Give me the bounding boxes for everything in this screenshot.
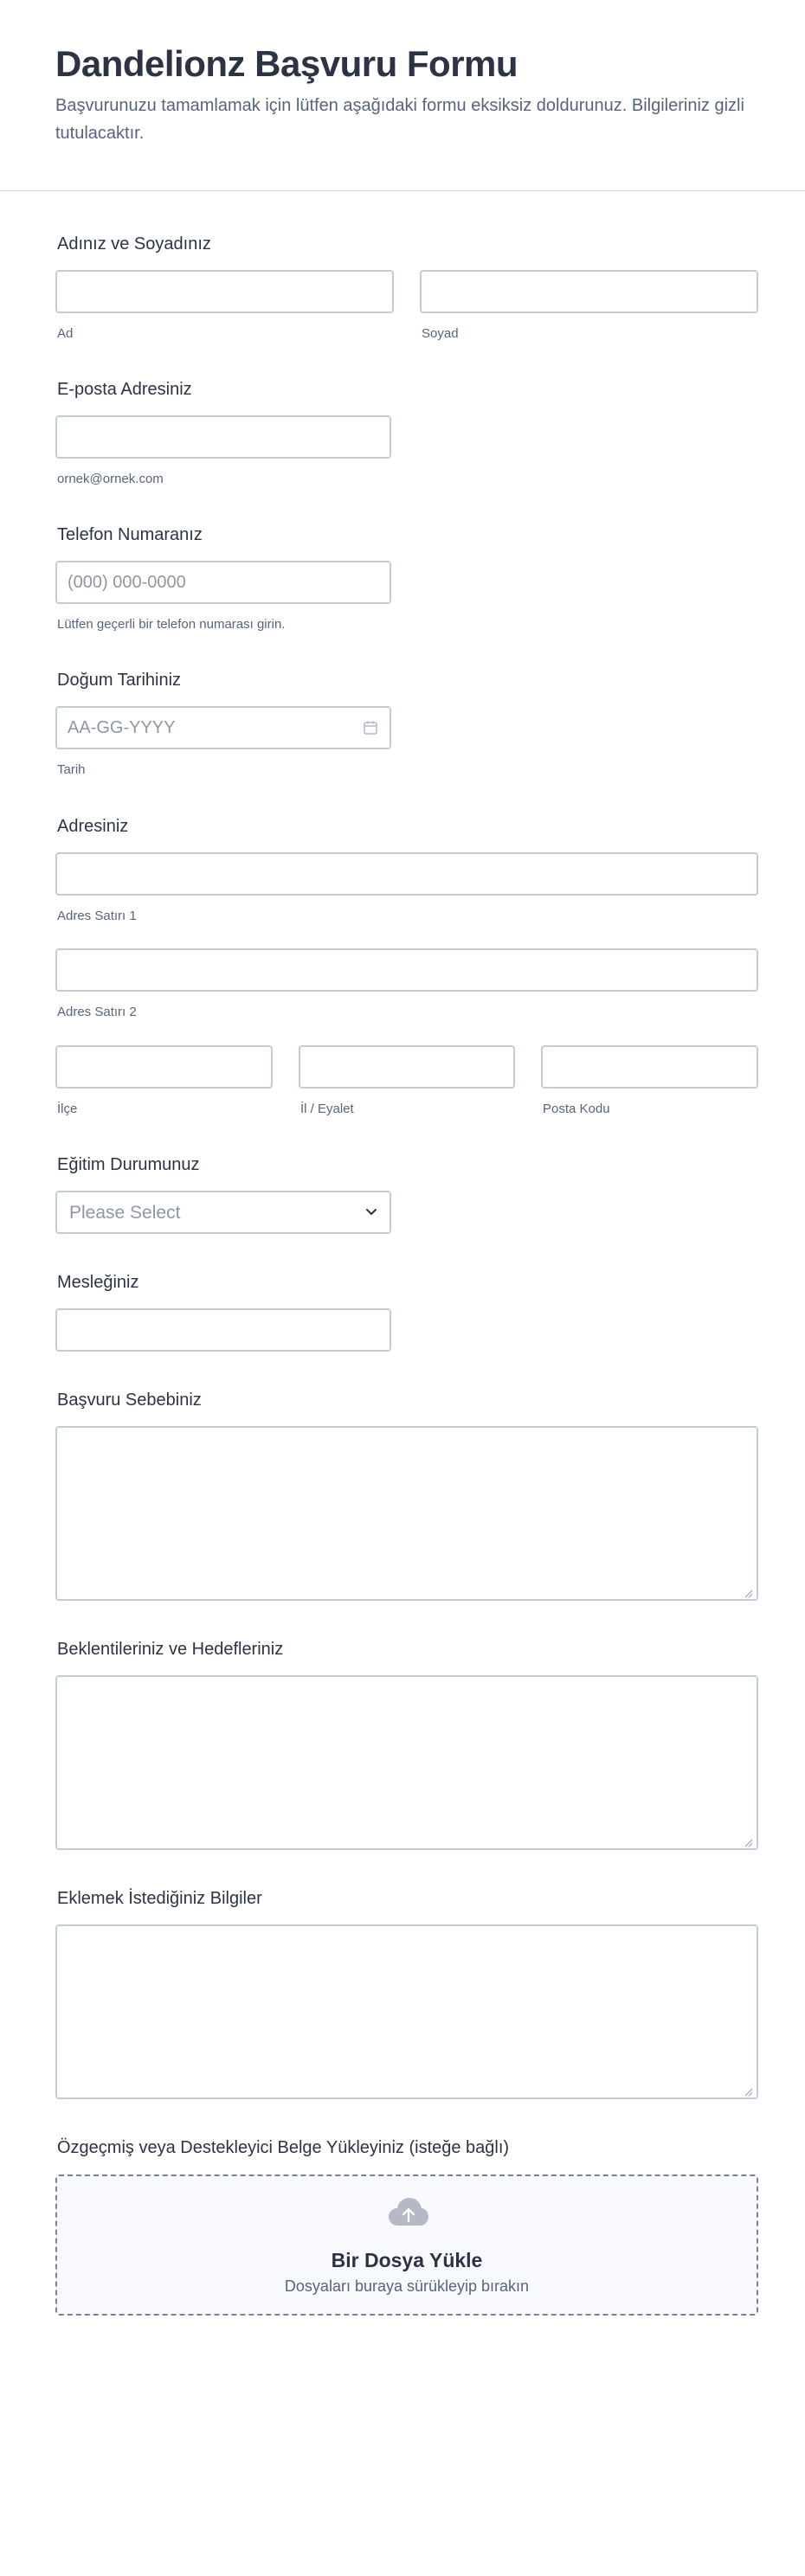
education-selected-value: Please Select <box>69 1203 181 1223</box>
email-label: E-posta Adresiniz <box>57 380 192 399</box>
address-line2-sublabel: Adres Satırı 2 <box>57 1005 137 1019</box>
email-sublabel: ornek@ornek.com <box>57 472 164 486</box>
goals-textarea[interactable] <box>55 1675 758 1850</box>
resize-grip-icon[interactable] <box>743 2085 753 2096</box>
calendar-icon[interactable] <box>360 717 381 738</box>
postal-code-sublabel: Posta Kodu <box>543 1102 610 1116</box>
resize-grip-icon[interactable] <box>743 1587 753 1597</box>
cloud-upload-icon <box>387 2195 430 2230</box>
first-name-sublabel: Ad <box>57 326 74 341</box>
goals-label: Beklentileriniz ve Hedefleriniz <box>57 1640 284 1659</box>
address-line1-input[interactable] <box>55 852 758 896</box>
address-label: Adresiniz <box>57 817 129 836</box>
extra-info-label: Eklemek İstediğiniz Bilgiler <box>57 1889 262 1908</box>
education-select[interactable] <box>55 1191 391 1234</box>
birthdate-sublabel: Tarih <box>57 762 86 777</box>
upload-subtitle: Dosyaları buraya sürükleyip bırakın <box>284 2277 530 2295</box>
upload-title: Bir Dosya Yükle <box>331 2249 483 2271</box>
state-sublabel: İl / Eyalet <box>300 1102 354 1116</box>
email-input[interactable] <box>55 415 391 459</box>
postal-code-input[interactable] <box>541 1045 758 1089</box>
phone-sublabel: Lütfen geçerli bir telefon numarası girin. <box>57 617 286 632</box>
last-name-sublabel: Soyad <box>422 326 459 341</box>
district-sublabel: İlçe <box>57 1102 78 1116</box>
phone-label: Telefon Numaranız <box>57 525 203 544</box>
reason-label: Başvuru Sebebiniz <box>57 1391 202 1410</box>
chevron-down-icon <box>362 1203 381 1222</box>
first-name-input[interactable] <box>55 270 394 313</box>
phone-input[interactable] <box>55 561 391 604</box>
birthdate-input[interactable] <box>55 706 391 749</box>
resize-grip-icon[interactable] <box>743 1836 753 1847</box>
file-upload-dropzone[interactable] <box>55 2175 758 2316</box>
upload-label: Özgeçmiş veya Destekleyici Belge Yükleyiniz (isteğe bağlı) <box>57 2138 510 2157</box>
name-label: Adınız ve Soyadınız <box>57 234 211 254</box>
form-header <box>0 0 805 191</box>
last-name-input[interactable] <box>420 270 758 313</box>
profession-label: Mesleğiniz <box>57 1273 139 1292</box>
extra-info-textarea[interactable] <box>55 1924 758 2099</box>
address-line1-sublabel: Adres Satırı 1 <box>57 909 137 923</box>
reason-textarea[interactable] <box>55 1426 758 1601</box>
address-line2-input[interactable] <box>55 948 758 992</box>
education-label: Eğitim Durumunuz <box>57 1155 200 1174</box>
birthdate-label: Doğum Tarihiniz <box>57 671 182 690</box>
state-input[interactable] <box>299 1045 515 1089</box>
profession-input[interactable] <box>55 1308 391 1352</box>
district-input[interactable] <box>55 1045 273 1089</box>
form-title: Dandelionz Başvuru Formu <box>55 43 518 84</box>
form-subtitle: Başvurunuzu tamamlamak için lütfen aşağıdaki formu eksiksiz doldurunuz. Bilgileriniz gizli tutulacaktır. <box>55 96 744 143</box>
